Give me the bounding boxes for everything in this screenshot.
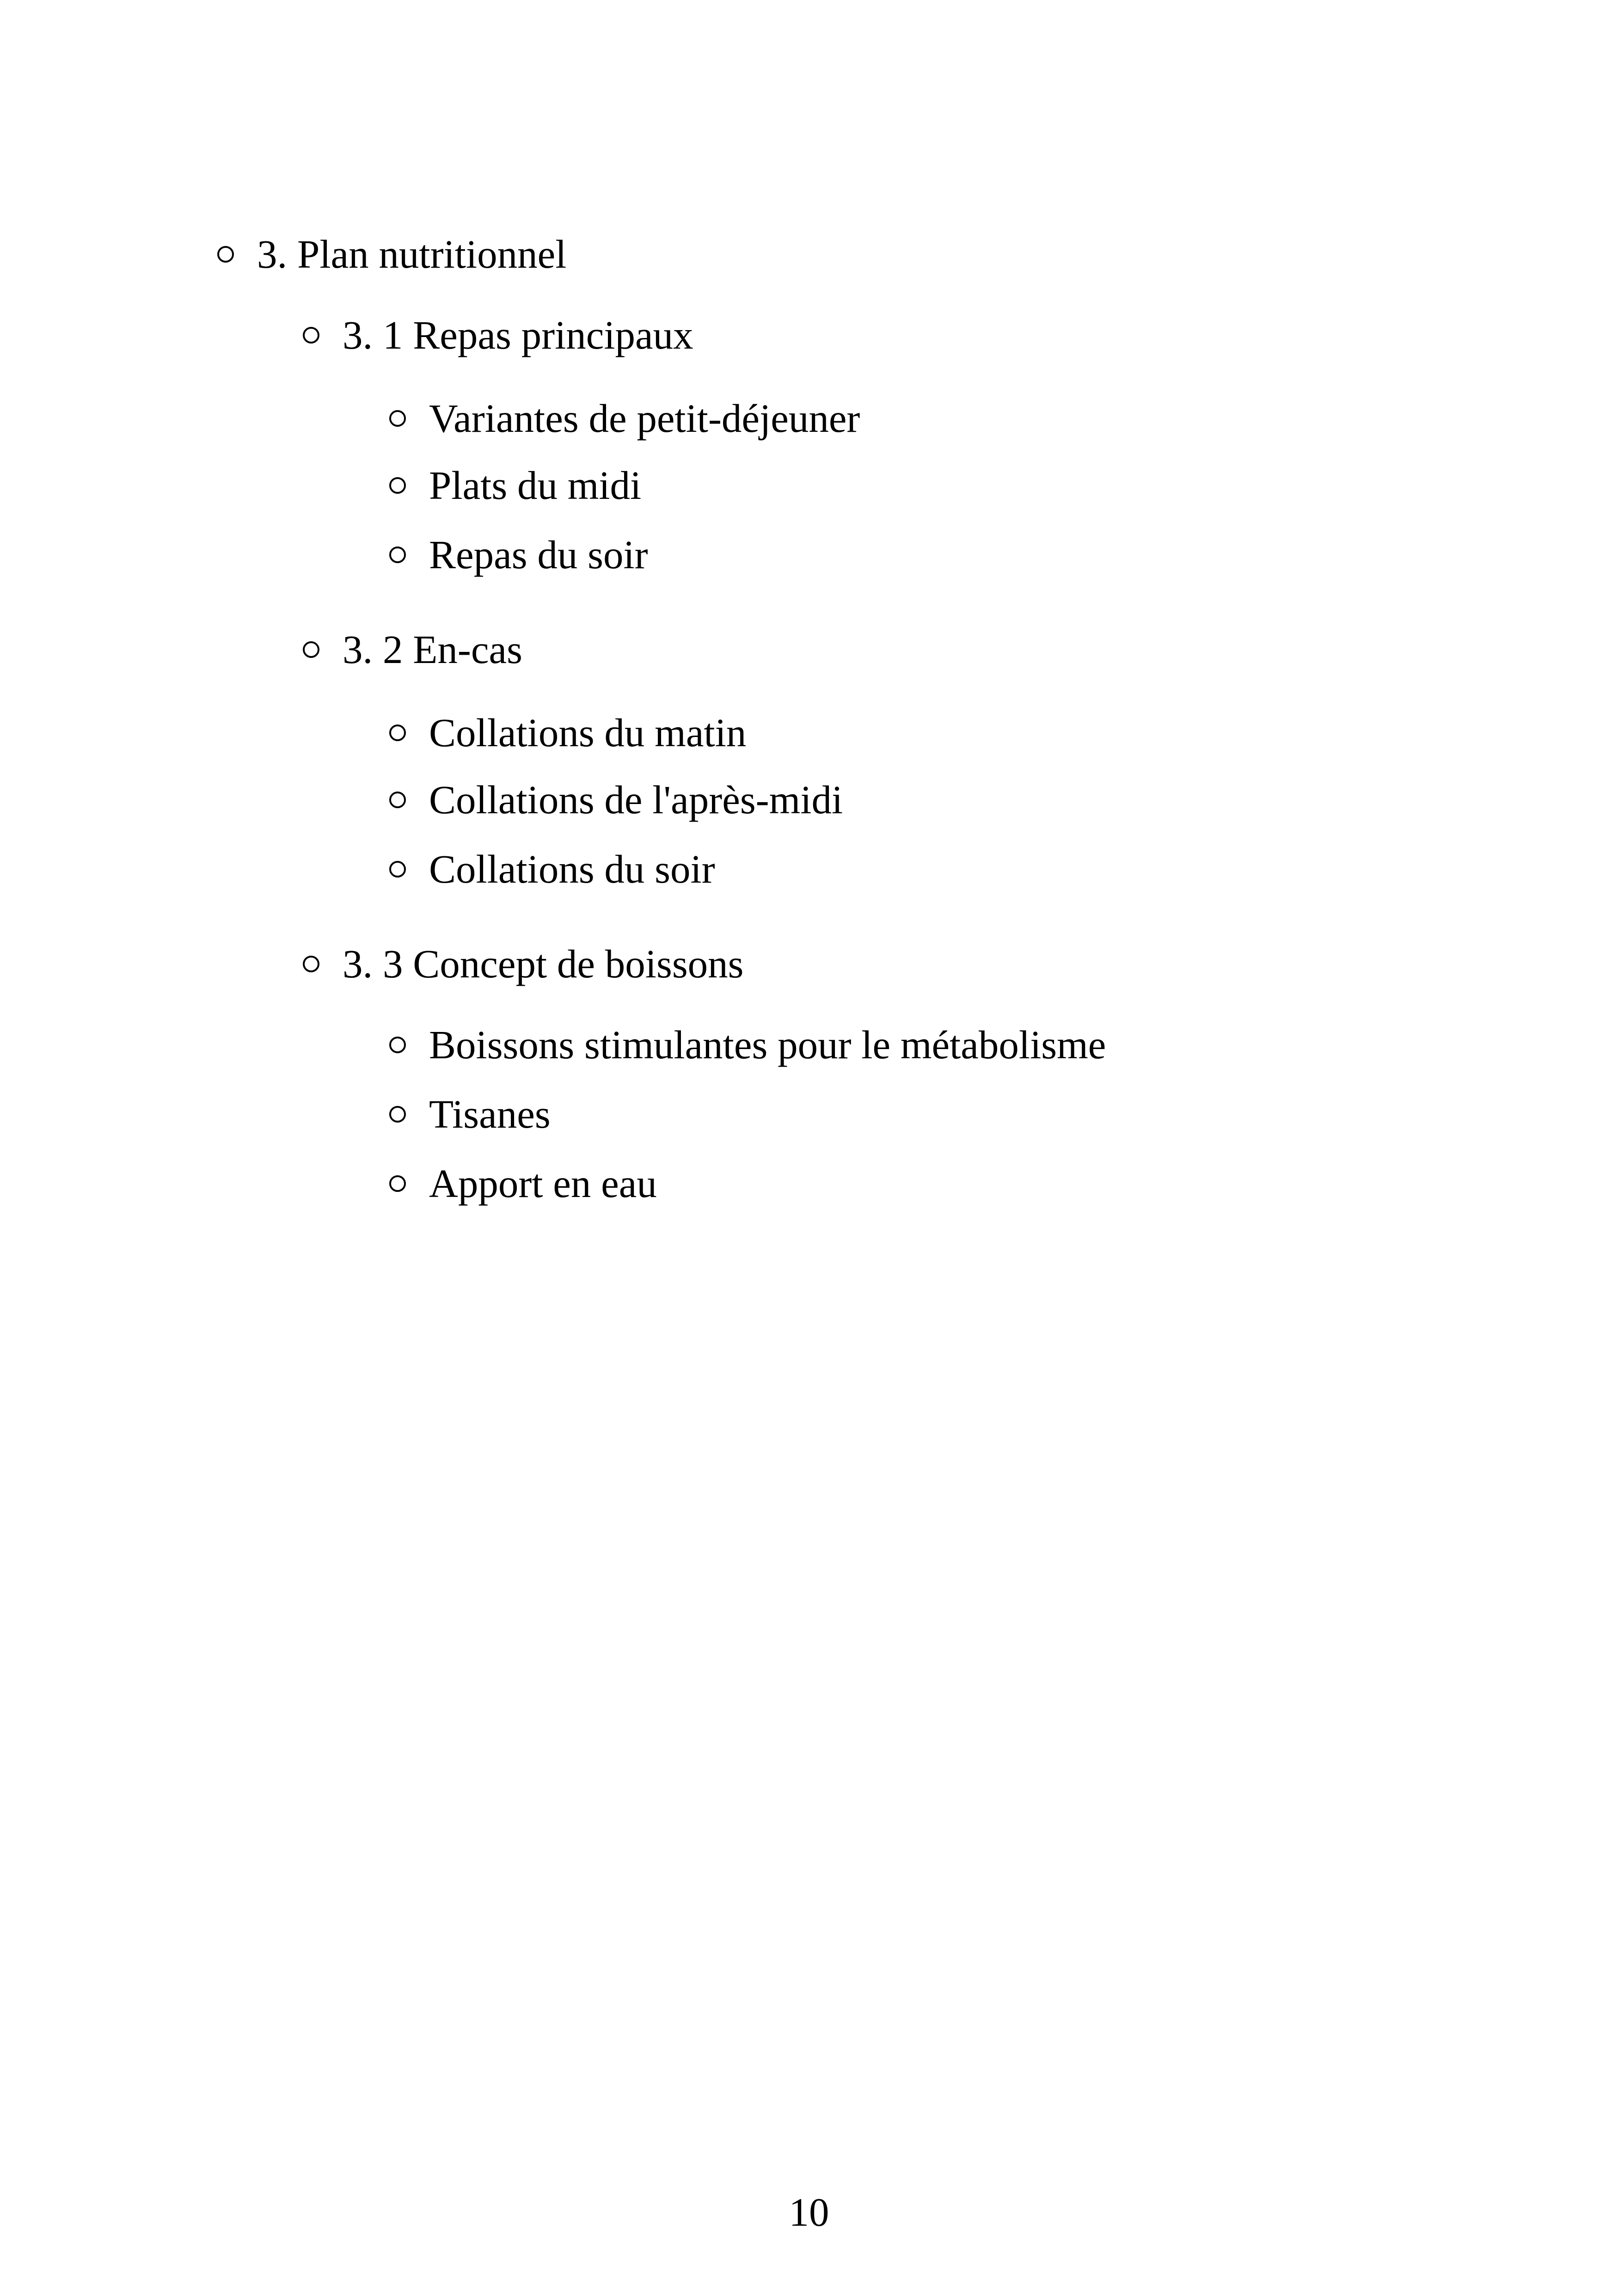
outline-title: 3. Plan nutritionnel <box>257 232 567 276</box>
section-heading: 3. 2 En-cas <box>343 627 522 672</box>
bullet-icon <box>389 724 406 741</box>
list-item <box>389 458 641 513</box>
page-number: 10 <box>789 2190 829 2235</box>
outline-title-row <box>217 227 566 282</box>
list-item <box>389 527 648 583</box>
list-item-label: Variantes de petit-déjeuner <box>429 396 860 441</box>
list-item-label: Collations du soir <box>429 847 715 891</box>
list-item <box>389 841 715 897</box>
list-item-label: Collations de l'après-midi <box>429 777 843 822</box>
section-heading: 3. 3 Concept de boissons <box>343 941 744 986</box>
list-item-label: Repas du soir <box>429 532 648 577</box>
bullet-icon <box>303 956 319 972</box>
bullet-icon <box>217 246 234 263</box>
bullet-icon <box>303 641 319 658</box>
list-item-label: Collations du matin <box>429 710 747 755</box>
list-item <box>389 1087 551 1142</box>
list-item <box>389 1017 1106 1073</box>
list-item <box>389 705 746 761</box>
section-heading: 3. 1 Repas principaux <box>343 313 693 357</box>
list-item-label: Apport en eau <box>429 1161 657 1206</box>
bullet-icon <box>389 546 406 563</box>
section-heading-row <box>303 936 744 992</box>
bullet-icon <box>389 1106 406 1123</box>
list-item <box>389 391 860 446</box>
bullet-icon <box>389 1037 406 1053</box>
list-item <box>389 1156 657 1211</box>
section-heading-row <box>303 307 693 363</box>
section-heading-row <box>303 622 522 677</box>
bullet-icon <box>389 410 406 427</box>
bullet-icon <box>389 1175 406 1192</box>
list-item-label: Tisanes <box>429 1092 551 1136</box>
bullet-icon <box>303 327 319 344</box>
list-item-label: Boissons stimulantes pour le métabolisme <box>429 1022 1106 1067</box>
bullet-icon <box>389 477 406 494</box>
bullet-icon <box>389 861 406 878</box>
bullet-icon <box>389 792 406 808</box>
list-item-label: Plats du midi <box>429 463 642 508</box>
list-item <box>389 772 843 828</box>
